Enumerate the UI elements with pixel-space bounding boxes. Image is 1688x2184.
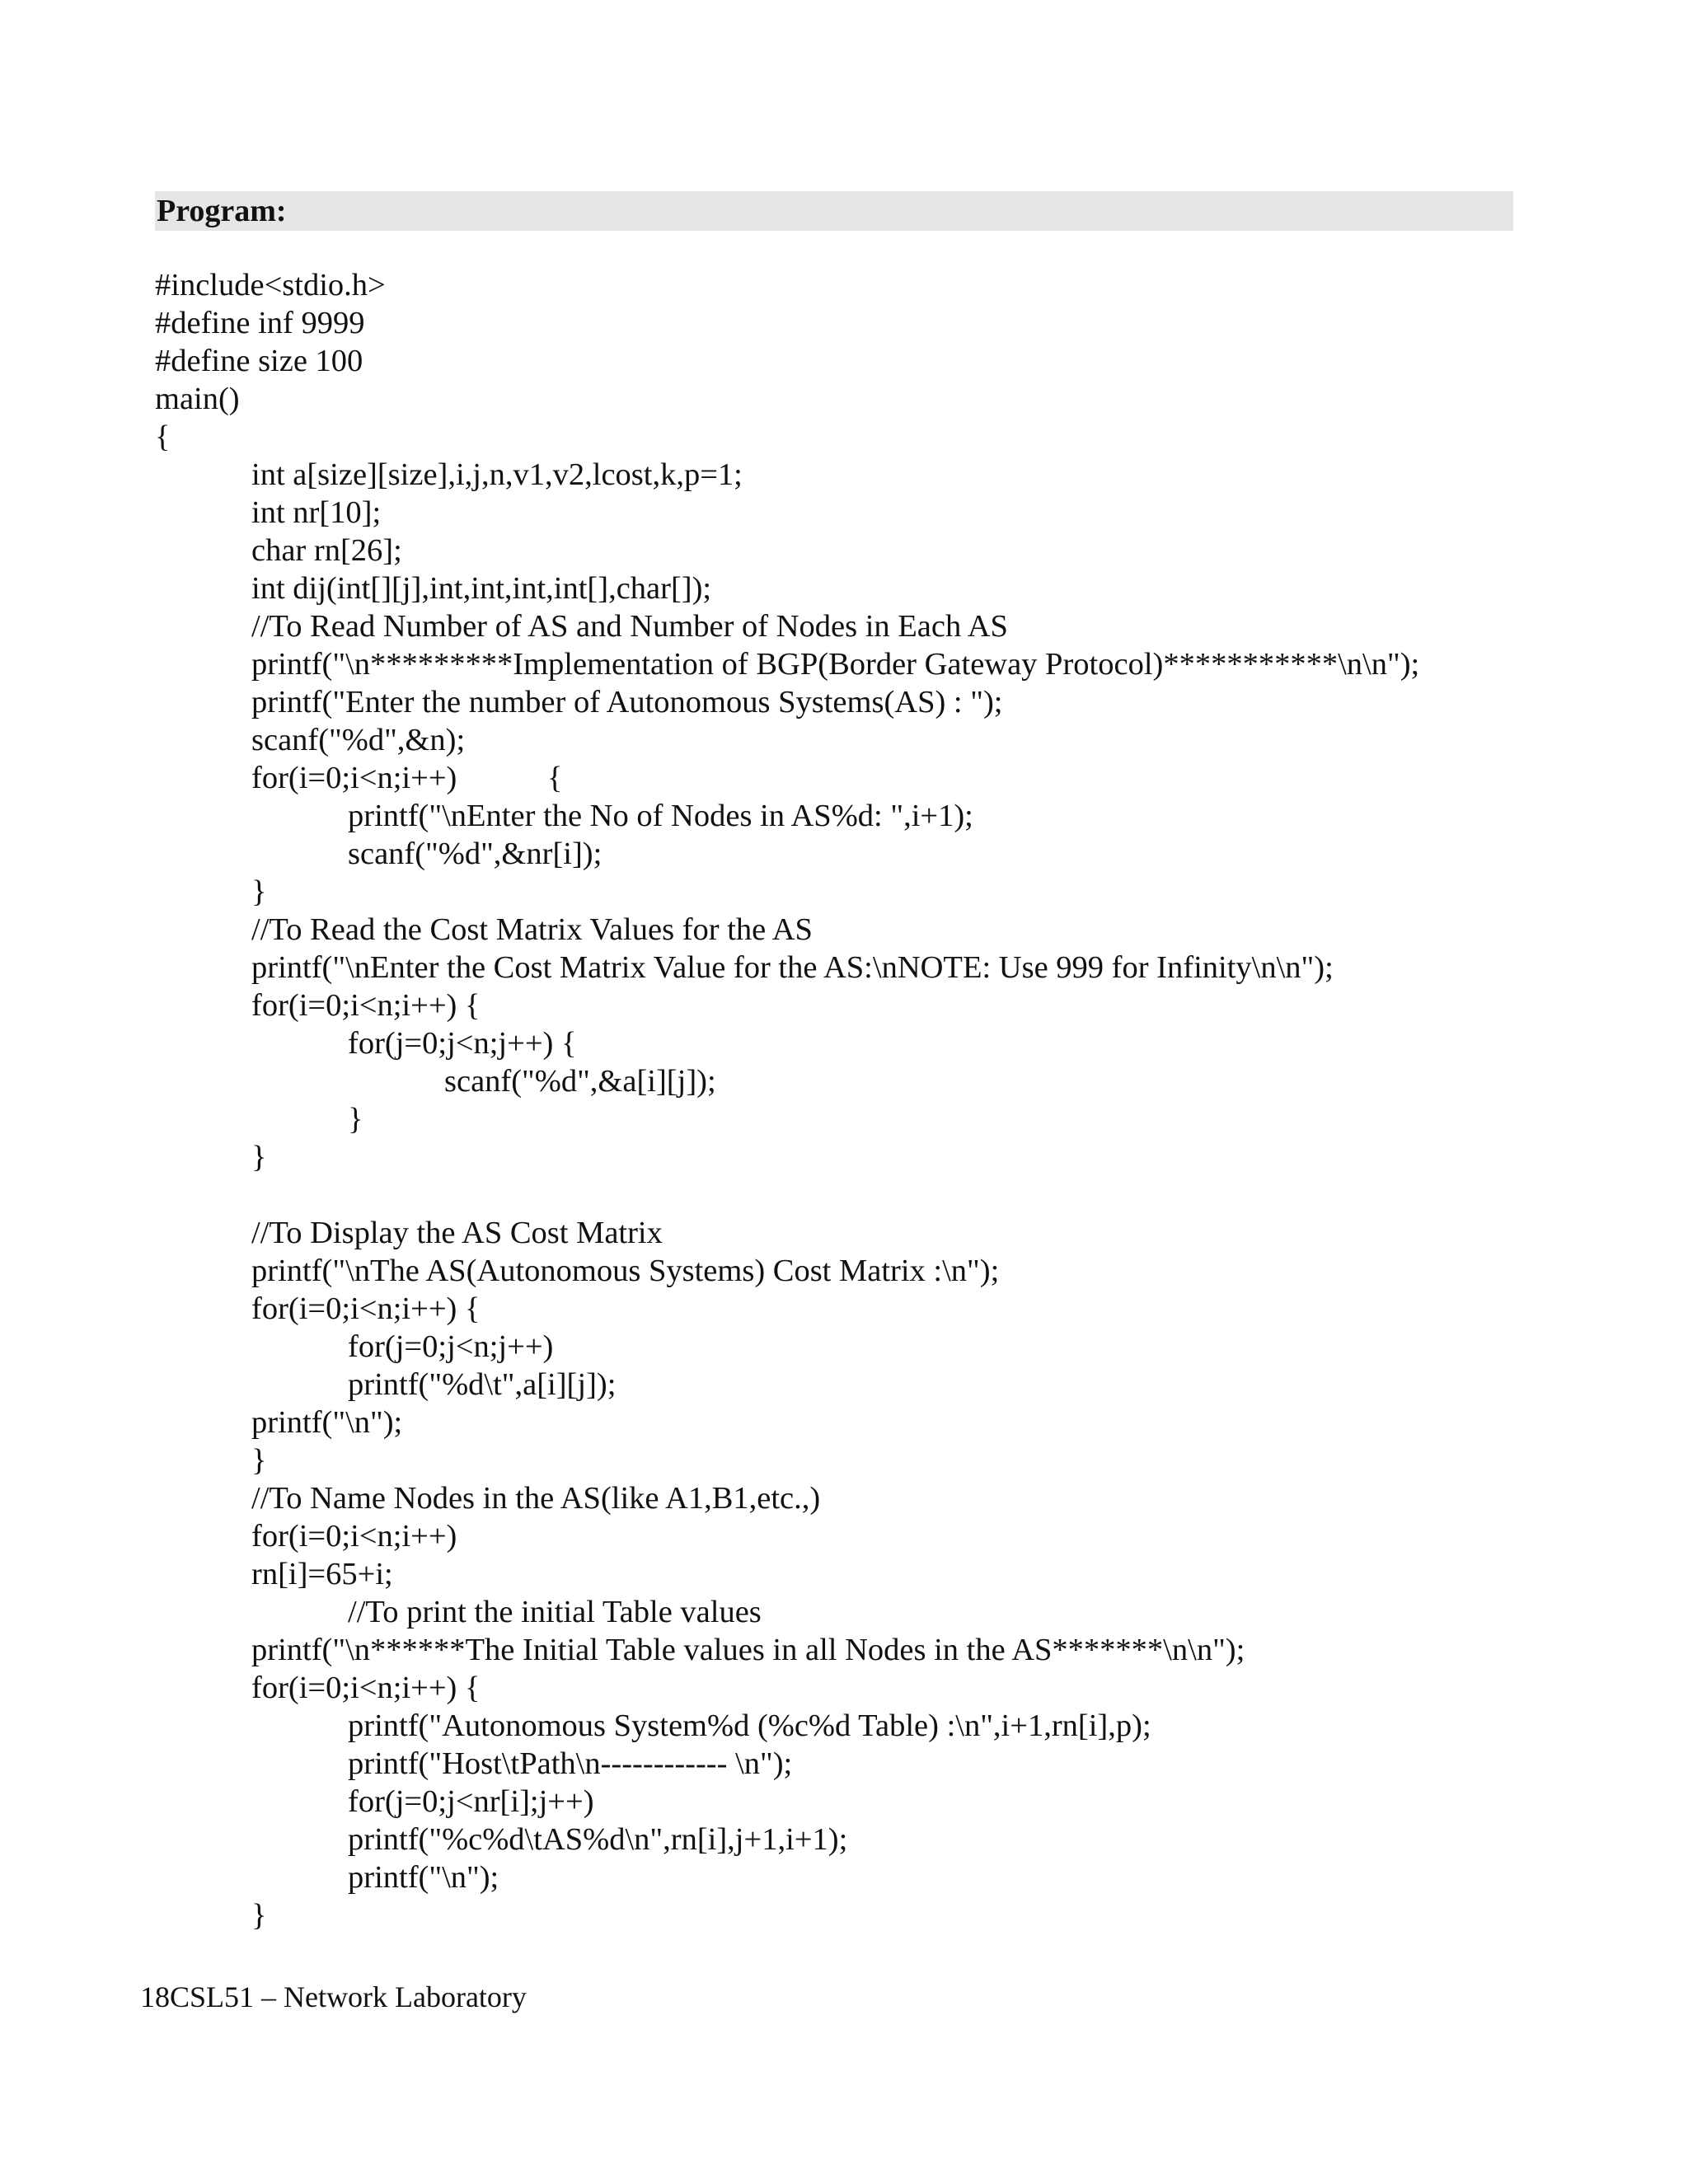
code-line-text: rn[i]=65+i; [251,1557,393,1591]
code-line-text: for(i=0;i<n;i++) [251,1519,457,1554]
code-line-text: //To Display the AS Cost Matrix [251,1216,663,1250]
code-line [155,1517,1523,1555]
code-line [155,645,1523,683]
code-line [155,532,1523,569]
code-line [155,1441,1523,1479]
page-footer: 18CSL51 – Network Laboratory [140,1980,527,2013]
code-line-text: } [251,1140,267,1174]
code-line-text: printf("%c%d\tAS%d\n",rn[i],j+1,i+1); [348,1822,848,1857]
code-line [155,873,1523,911]
code-line-text: //To Read Number of AS and Number of Nodes in Each AS [251,609,1008,644]
code-line-text: printf("Enter the number of Autonomous Systems(AS) : "); [251,685,1003,719]
code-line-text: printf("\n*********Implementation of BGP(Border Gateway Protocol)***********\n\n"); [251,647,1420,682]
code-line [155,1479,1523,1517]
code-line [155,1555,1523,1593]
code-line [155,1896,1523,1934]
code-line [155,911,1523,949]
section-heading: Program: [157,194,287,228]
code-line [155,1100,1523,1138]
code-line [155,1138,1523,1176]
code-line-text: printf("Host\tPath\n------------ \n"); [348,1746,793,1781]
code-line-text: #include<stdio.h> [155,268,386,302]
code-line [155,1062,1523,1100]
code-line [155,759,1523,797]
code-line [155,304,1523,342]
code-line-text: scanf("%d",&nr[i]); [348,837,603,871]
code-line [155,987,1523,1024]
code-line [155,1176,1523,1214]
code-line-text: for(j=0;j<n;j++) [348,1329,554,1364]
code-line [155,1783,1523,1821]
code-line [155,1024,1523,1062]
code-line [155,607,1523,645]
code-line [155,1366,1523,1404]
code-line-text: printf("Autonomous System%d (%c%d Table) :\n",i+1,rn[i],p); [348,1708,1151,1743]
code-line-text: printf("\nEnter the No of Nodes in AS%d: ",i+1); [348,799,973,833]
code-line [155,1707,1523,1745]
code-line-text: printf("\nEnter the Cost Matrix Value for the AS:\nNOTE: Use 999 for Infinity\n\n"); [251,950,1334,985]
code-line [155,797,1523,835]
program-code-block [155,266,1523,1934]
code-line-text: printf("\n******The Initial Table values in all Nodes in the AS*******\n\n"); [251,1633,1245,1667]
code-line-text: scanf("%d",&n); [251,723,466,757]
code-line-text: } [251,874,267,909]
code-line [155,1404,1523,1441]
code-line [155,1631,1523,1669]
code-line-text: main() [155,382,240,416]
code-line-text: printf("\nThe AS(Autonomous Systems) Cost Matrix :\n"); [251,1254,1000,1288]
code-line [155,456,1523,494]
code-line [155,342,1523,380]
code-line [155,418,1523,456]
code-line [155,1328,1523,1366]
code-line-text: printf("\n"); [251,1405,403,1440]
code-line-text: //To Read the Cost Matrix Values for the AS [251,912,813,947]
code-line [155,721,1523,759]
code-line [155,1214,1523,1252]
code-line-text: for(j=0;j<n;j++) { [348,1026,577,1061]
code-line [155,1252,1523,1290]
code-line [155,1290,1523,1328]
code-line-text: for(i=0;i<n;i++) { [251,988,481,1023]
code-line-text: int dij(int[][j],int,int,int,int[],char[]); [251,571,712,606]
code-line [155,1669,1523,1707]
code-line [155,1593,1523,1631]
code-line-text: scanf("%d",&a[i][j]); [444,1064,716,1099]
code-line [155,569,1523,607]
code-line [155,1745,1523,1783]
code-line-text: char rn[26]; [251,533,402,568]
section-heading-bar [155,191,1513,231]
code-line-text: for(i=0;i<n;i++) [251,761,457,795]
code-line-text: int nr[10]; [251,495,382,530]
code-line [155,1821,1523,1858]
code-line [155,835,1523,873]
code-line [155,949,1523,987]
code-line-text: int a[size][size],i,j,n,v1,v2,lcost,k,p=1; [251,457,743,492]
code-line [155,494,1523,532]
code-line-text: { [155,419,171,454]
code-line [155,1858,1523,1896]
code-line-brace: { [547,761,563,795]
code-line-text: //To print the initial Table values [348,1595,762,1629]
code-line-text: #define inf 9999 [155,306,365,340]
code-line-text: for(j=0;j<nr[i];j++) [348,1784,594,1819]
code-line-text: for(i=0;i<n;i++) { [251,1291,481,1326]
code-line-text: } [251,1898,267,1933]
code-line-text: } [251,1443,267,1478]
code-line-text: printf("%d\t",a[i][j]); [348,1367,617,1402]
code-line-text: for(i=0;i<n;i++) { [251,1671,481,1705]
code-line [155,683,1523,721]
code-line-text: #define size 100 [155,344,363,378]
code-line [155,266,1523,304]
code-line-text: //To Name Nodes in the AS(like A1,B1,etc.,) [251,1481,821,1516]
code-line-text: printf("\n"); [348,1860,499,1895]
code-line-text: } [348,1102,363,1137]
code-line [155,380,1523,418]
